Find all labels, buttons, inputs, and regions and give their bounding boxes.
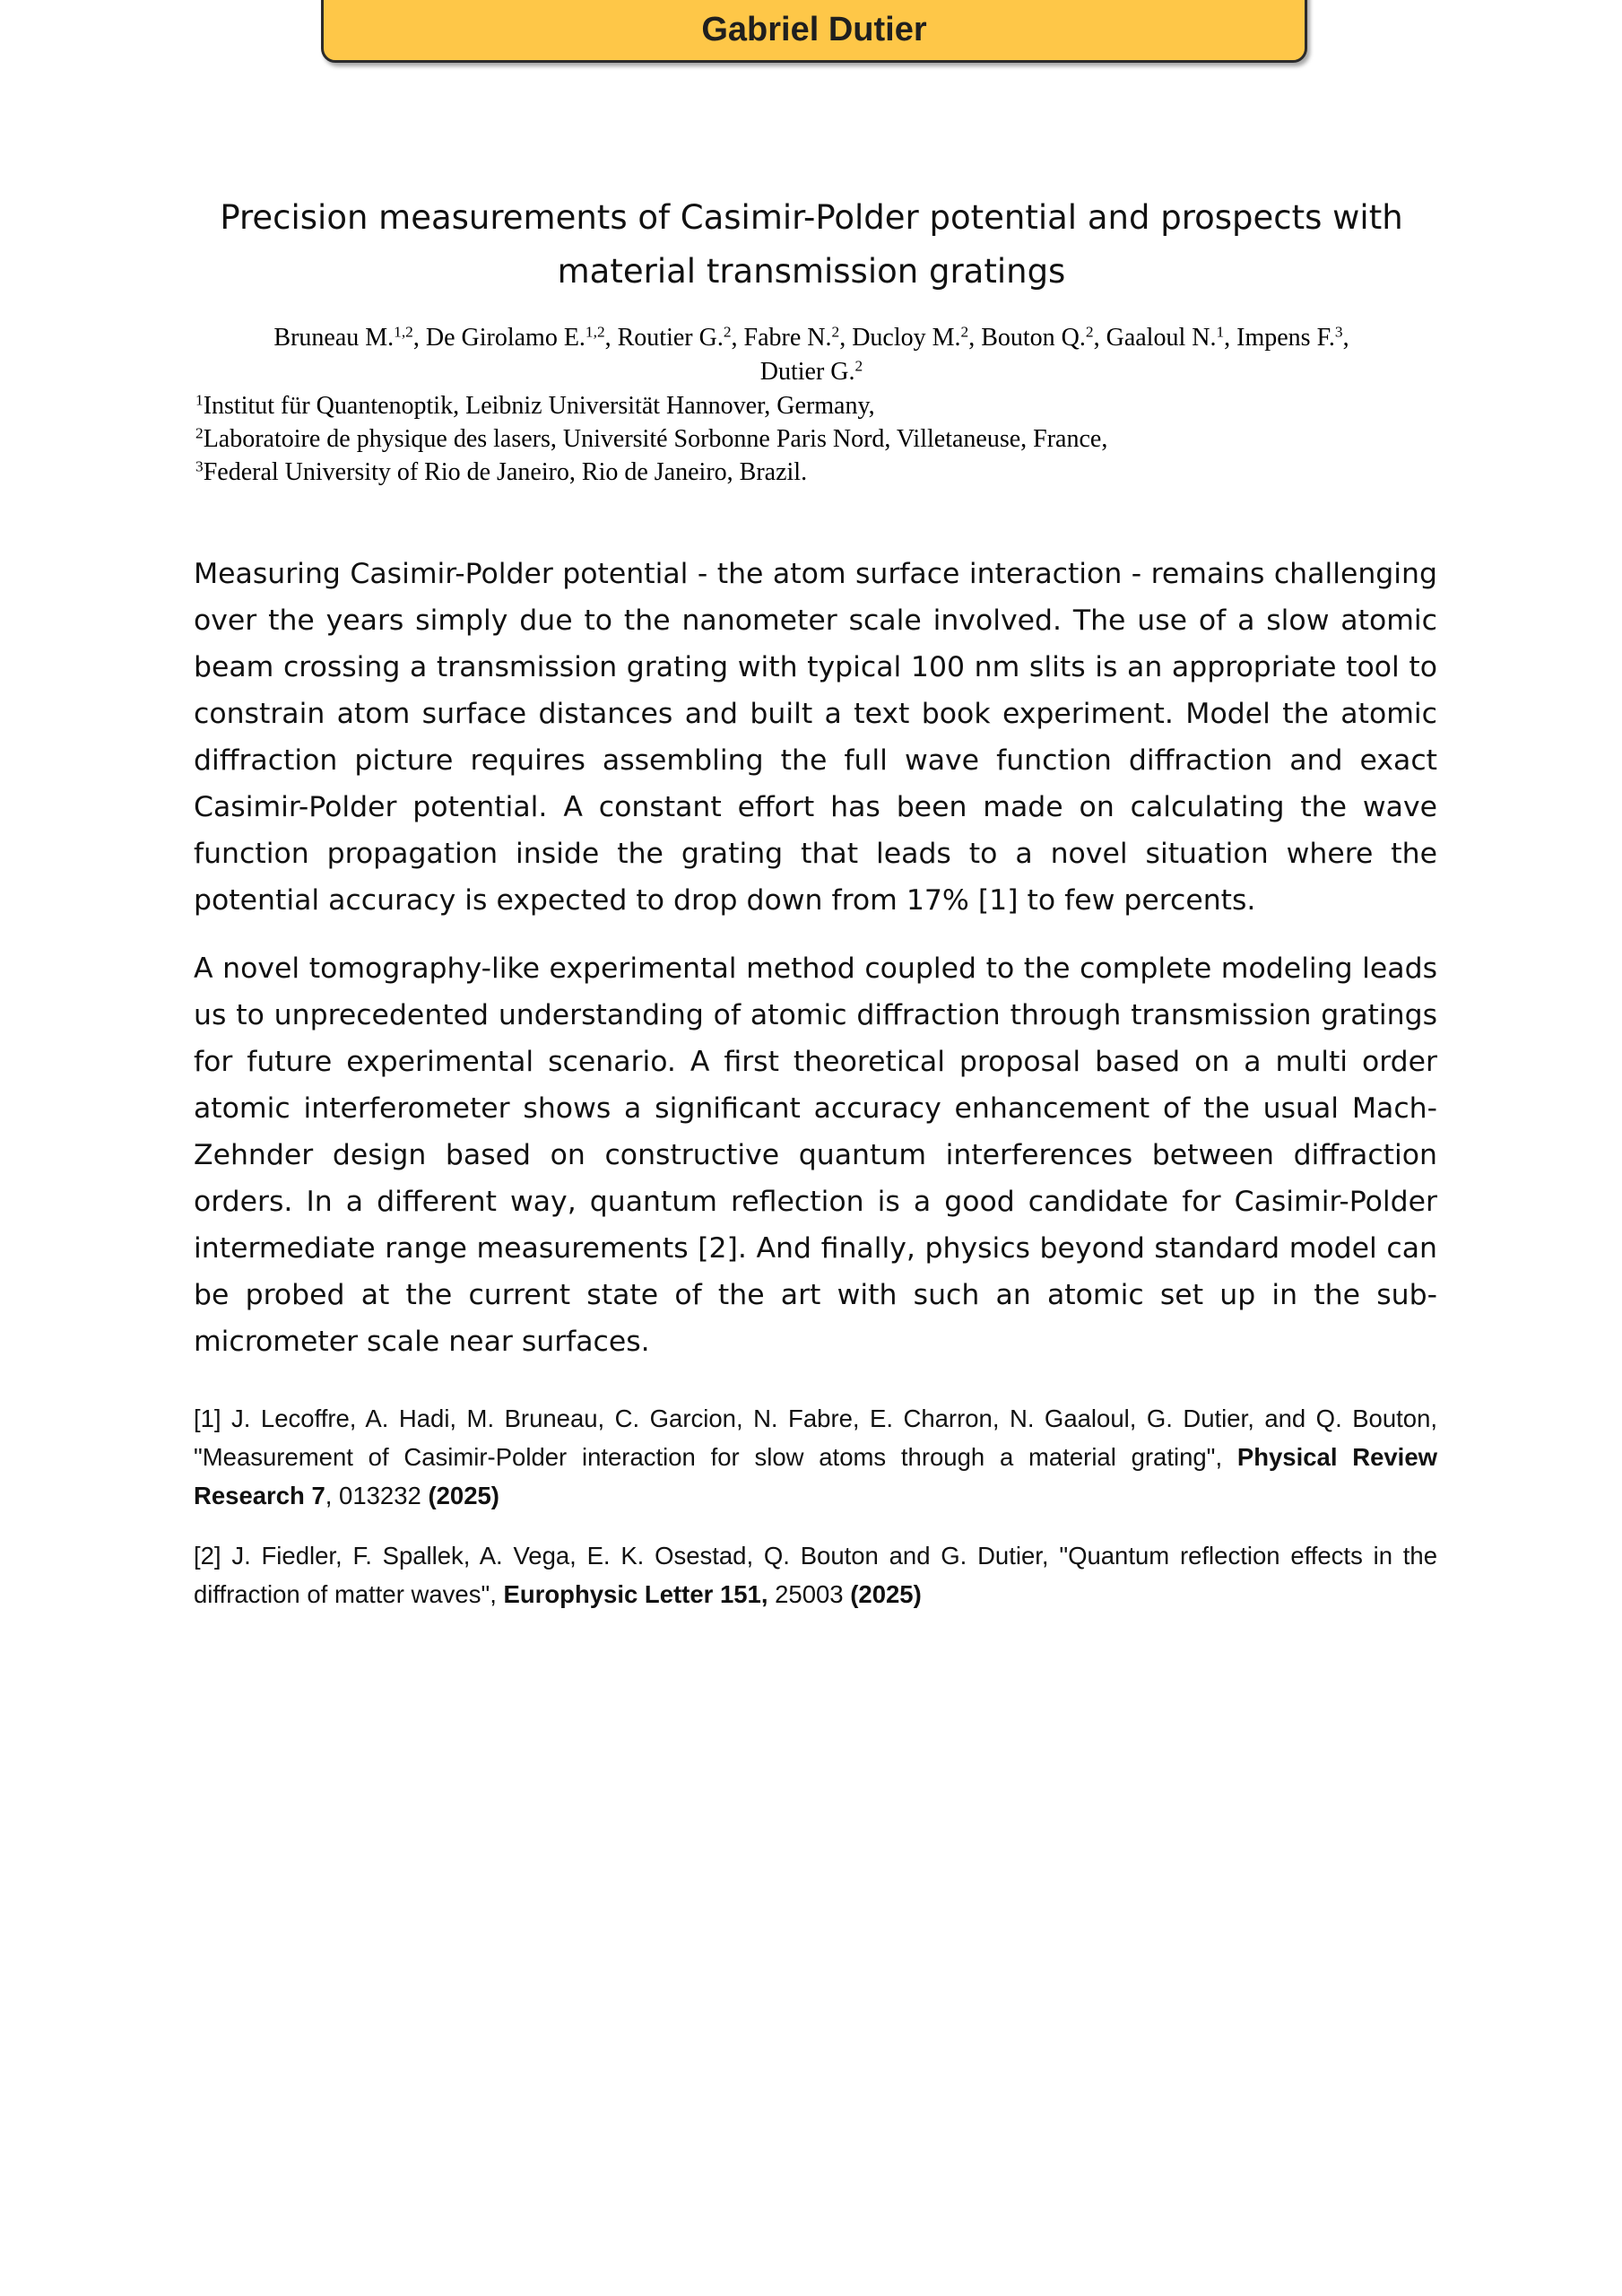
paper-title — [197, 191, 1426, 299]
author-banner — [321, 0, 1307, 63]
author: De Girolamo E.$^{1,2}$, — [425, 323, 618, 352]
banner-name: Gabriel Dutier — [701, 10, 927, 48]
abstract-paragraph-1: Measuring Casimir-Polder potential - the atom surface interaction - remains challenging over the years simply due to the nanometer scale involved. The use of a slow atomic beam crossing a transmission grating with typical 100 nm slits is an appropriate tool to constrain atom surface distances and built a text book experiment. Model the atomic diffraction picture requires assembling the full wave function diffraction and exact Casimir-Polder potential. A constant effort has been made on calculating the wave function propagation inside the grating that leads to a novel situation where the potential accuracy is expected to drop down from 17% [1] to few percents. — [194, 558, 1437, 917]
author: Impens F.$^3$, — [1236, 323, 1349, 352]
author: Gaaloul N.$^1$, — [1106, 323, 1237, 352]
affiliations — [195, 389, 1451, 489]
author: Dutier G.$^2$ — [759, 357, 863, 386]
title-line-2: material transmission gratings — [557, 252, 1066, 291]
reference-2: [2] J. Fiedler, F. Spallek, A. Vega, E. K. Osestad, Q. Bouton and G. Dutier, "Quantum reflection effects in the diffraction of matter waves", Europhysic Letter 151, 25003 (2025) — [194, 1542, 1437, 1608]
abstract-body — [194, 551, 1437, 1365]
title-line-1: Precision measurements of Casimir-Polder potential and prospects with — [220, 198, 1403, 237]
affiliation-1: $^1$Institut für Quantenoptik, Leibniz Universität Hannover, Germany, — [195, 391, 875, 420]
author: Fabre N.$^2$, — [743, 323, 853, 352]
author: Bouton Q.$^2$, — [981, 323, 1106, 352]
reference-1: [1] J. Lecoffre, A. Hadi, M. Bruneau, C. Garcion, N. Fabre, E. Charron, N. Gaaloul, G. Dutier, and Q. Bouton, "Measurement of Casimir-Polder interaction for slow atoms through a material grating", Physical Review Research 7, 013232 (2025) — [194, 1405, 1437, 1509]
affiliation-3: $^3$Federal University of Rio de Janeiro, Rio de Janeiro, Brazil. — [195, 457, 808, 486]
affiliation-2: $^2$Laboratoire de physique des lasers, Université Sorbonne Paris Nord, Villetaneuse, France, — [195, 424, 1108, 453]
author: Bruneau M.$^{1,2}$, — [273, 323, 426, 352]
author: Routier G.$^2$, — [617, 323, 744, 352]
abstract-paragraph-2: A novel tomography-like experimental method coupled to the complete modeling leads us to unprecedented understanding of atomic diffraction through transmission gratings for future experimental scenario. A first theoretical proposal based on a multi order atomic interferometer shows a significant accuracy enhancement of the usual Mach-Zehnder design based on constructive quantum interferences between diffraction orders. In a different way, quantum reflection is a good candidate for Casimir-Polder intermediate range measurements [2]. And finally, physics beyond standard model can be probed at the current state of the art with such an atomic set up in the sub-micrometer scale near surfaces. — [194, 952, 1437, 1358]
author-list — [197, 321, 1426, 389]
references — [194, 1399, 1437, 1613]
author: Ducloy M.$^2$, — [852, 323, 982, 352]
